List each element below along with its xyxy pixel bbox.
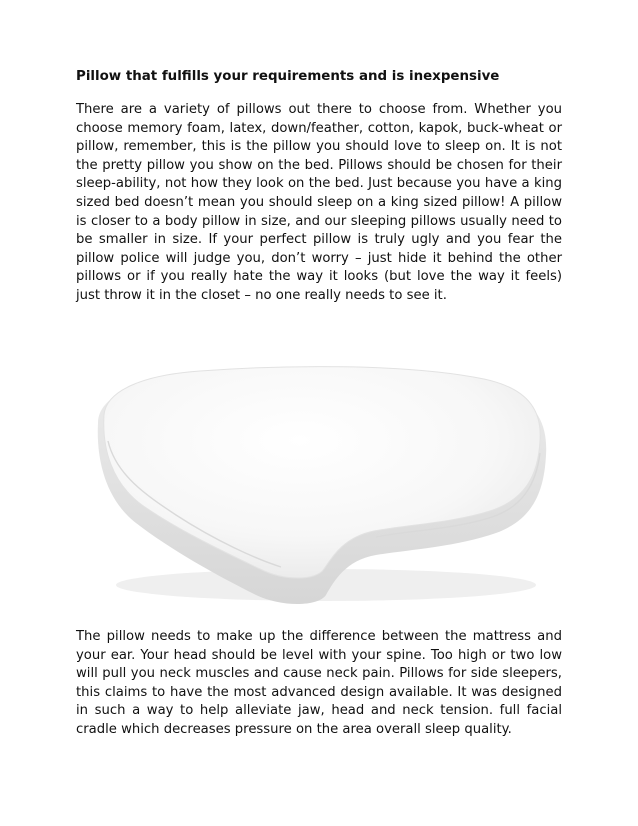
document-heading: Pillow that fulfills your requirements and is inexpensive <box>76 69 500 84</box>
pillow-image <box>76 345 562 615</box>
document-page <box>76 0 562 826</box>
paragraph-side-sleepers: The pillow needs to make up the difference between the mattress and your ear. Your head should be level with your spine. Too high or two low will pull you neck muscles and cause neck pain. Pillows for side sleepers, this claims to have the most advanced design available. It was designed in such a way to help alleviate jaw, head and neck tension. full facial cradle which decreases pressure on the area overall sleep quality. <box>76 629 562 737</box>
paragraph-intro: There are a variety of pillows out there to choose from. Whether you choose memory foam, latex, down/feather, cotton, kapok, buck-wheat or pillow, remember, this is the pillow you should love to sleep on. It is not the pretty pillow you show on the bed. Pillows should be chosen for their sleep-ability, not how they look on the bed. Just because you have a king sized bed doesn’t mean you should sleep on a king sized pillow! A pillow is closer to a body pillow in size, and our sleeping pillows usually need to be smaller in size. If your perfect pillow is truly ugly and you fear the pillow police will judge you, don’t worry – just hide it behind the other pillows or if you really hate the way it looks (but love the way it feels) just throw it in the closet – no one really needs to see it. <box>76 102 562 303</box>
